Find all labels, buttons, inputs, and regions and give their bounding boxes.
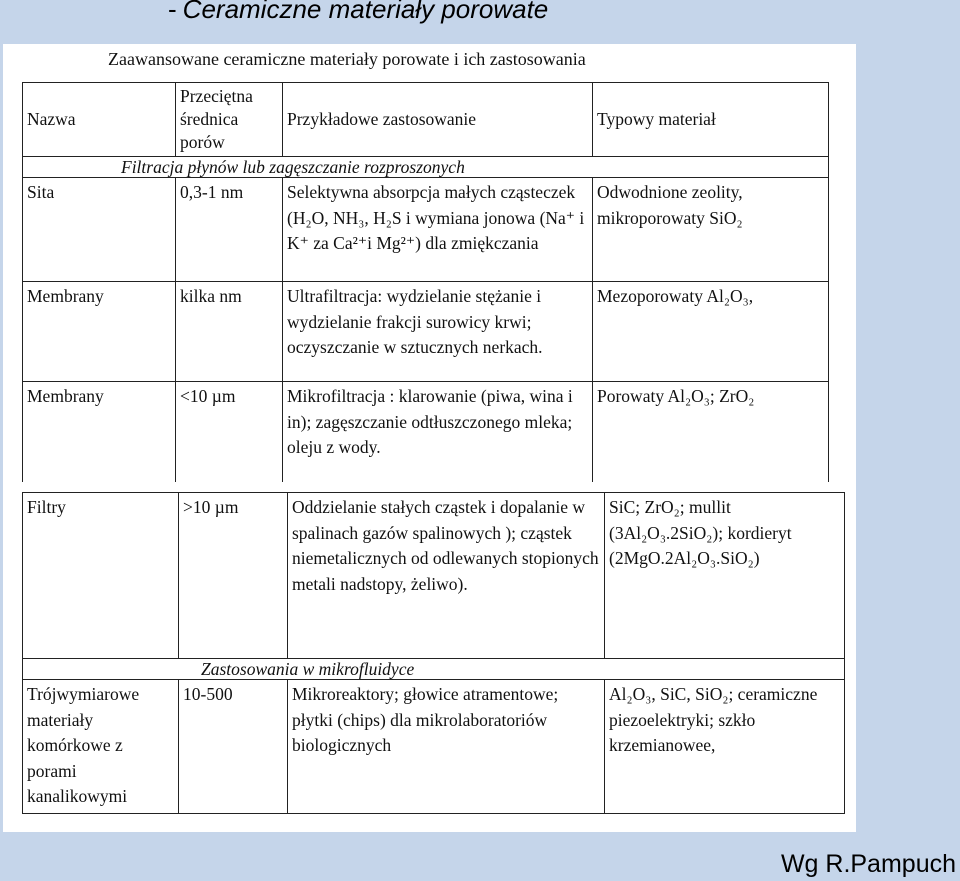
porous-materials-table — [22, 82, 829, 482]
header-material: Typowy materiał — [593, 83, 829, 157]
section-filtration: Filtracja płynów lub zagęszczanie rozproszonych — [23, 157, 829, 178]
slide-title — [168, 0, 548, 25]
title-text: Ceramiczne materiały porowate — [182, 0, 549, 24]
cell-application: Selektywna absorpcja małych cząsteczek (H₂O, NH₃, H₂S i wymiana jonowa (Na⁺ i K⁺ za Ca²⁺i Mg²⁺) dla zmiękczania — [283, 178, 593, 282]
cell-material: SiC; ZrO₂; mullit (3Al₂O₃.2SiO₂); kordieryt (2MgO.2Al₂O₃.SiO₂) — [605, 493, 845, 659]
cell-diameter: 0,3-1 nm — [176, 178, 283, 282]
cell-name: Filtry — [23, 493, 179, 659]
cell-diameter: <10 µm — [176, 382, 283, 482]
section-row — [23, 157, 829, 178]
table-row — [23, 178, 829, 282]
table-row — [23, 493, 845, 659]
header-application: Przykładowe zastosowanie — [283, 83, 593, 157]
section-microfluidics: Zastosowania w mikrofluidyce — [23, 659, 845, 680]
table-row — [23, 680, 845, 814]
author-credit: Wg R.Pampuch — [780, 850, 956, 878]
header-diameter: Przeciętna średnica porów — [176, 83, 283, 157]
cell-name: Sita — [23, 178, 176, 282]
cell-name: Membrany — [23, 282, 176, 382]
scanned-table-top — [3, 44, 856, 484]
cell-application: Mikroreaktory; głowice atramentowe; płytki (chips) dla mikrolaboratoriów biologicznych — [288, 680, 605, 814]
cell-material: Odwodnione zeolity, mikroporowaty SiO₂ — [593, 178, 829, 282]
header-row — [23, 83, 829, 157]
cell-material: Mezoporowaty Al₂O₃, — [593, 282, 829, 382]
scanned-table-bottom — [3, 484, 856, 832]
table-row — [23, 382, 829, 482]
table-caption: Zaawansowane ceramiczne materiały porowate i ich zastosowania — [108, 49, 586, 69]
cell-name: Membrany — [23, 382, 176, 482]
cell-material: Porowaty Al₂O₃; ZrO₂ — [593, 382, 829, 482]
title-dash: - — [168, 0, 177, 24]
cell-material: Al₂O₃, SiC, SiO₂; ceramiczne piezoelektryki; szkło krzemianowee, — [605, 680, 845, 814]
header-name: Nazwa — [23, 83, 176, 157]
cell-application: Mikrofiltracja : klarowanie (piwa, wina i in); zagęszczanie odtłuszczonego mleka; oleju z wody. — [283, 382, 593, 482]
cell-application: Ultrafiltracja: wydzielanie stężanie i wydzielanie frakcji surowicy krwi; oczyszczanie w sztucznych nerkach. — [283, 282, 593, 382]
porous-materials-table-continued — [22, 492, 845, 814]
cell-diameter: 10-500 — [179, 680, 288, 814]
table-row — [23, 282, 829, 382]
cell-diameter: >10 µm — [179, 493, 288, 659]
cell-application: Oddzielanie stałych cząstek i dopalanie w spalinach gazów spalinowych ); cząstek niemetalicznych od odlewanych stopionych metali nadstopy, żeliwo). — [288, 493, 605, 659]
section-row — [23, 659, 845, 680]
cell-name: Trójwymiarowe materiały komórkowe z porami kanalikowymi — [23, 680, 179, 814]
cell-diameter: kilka nm — [176, 282, 283, 382]
